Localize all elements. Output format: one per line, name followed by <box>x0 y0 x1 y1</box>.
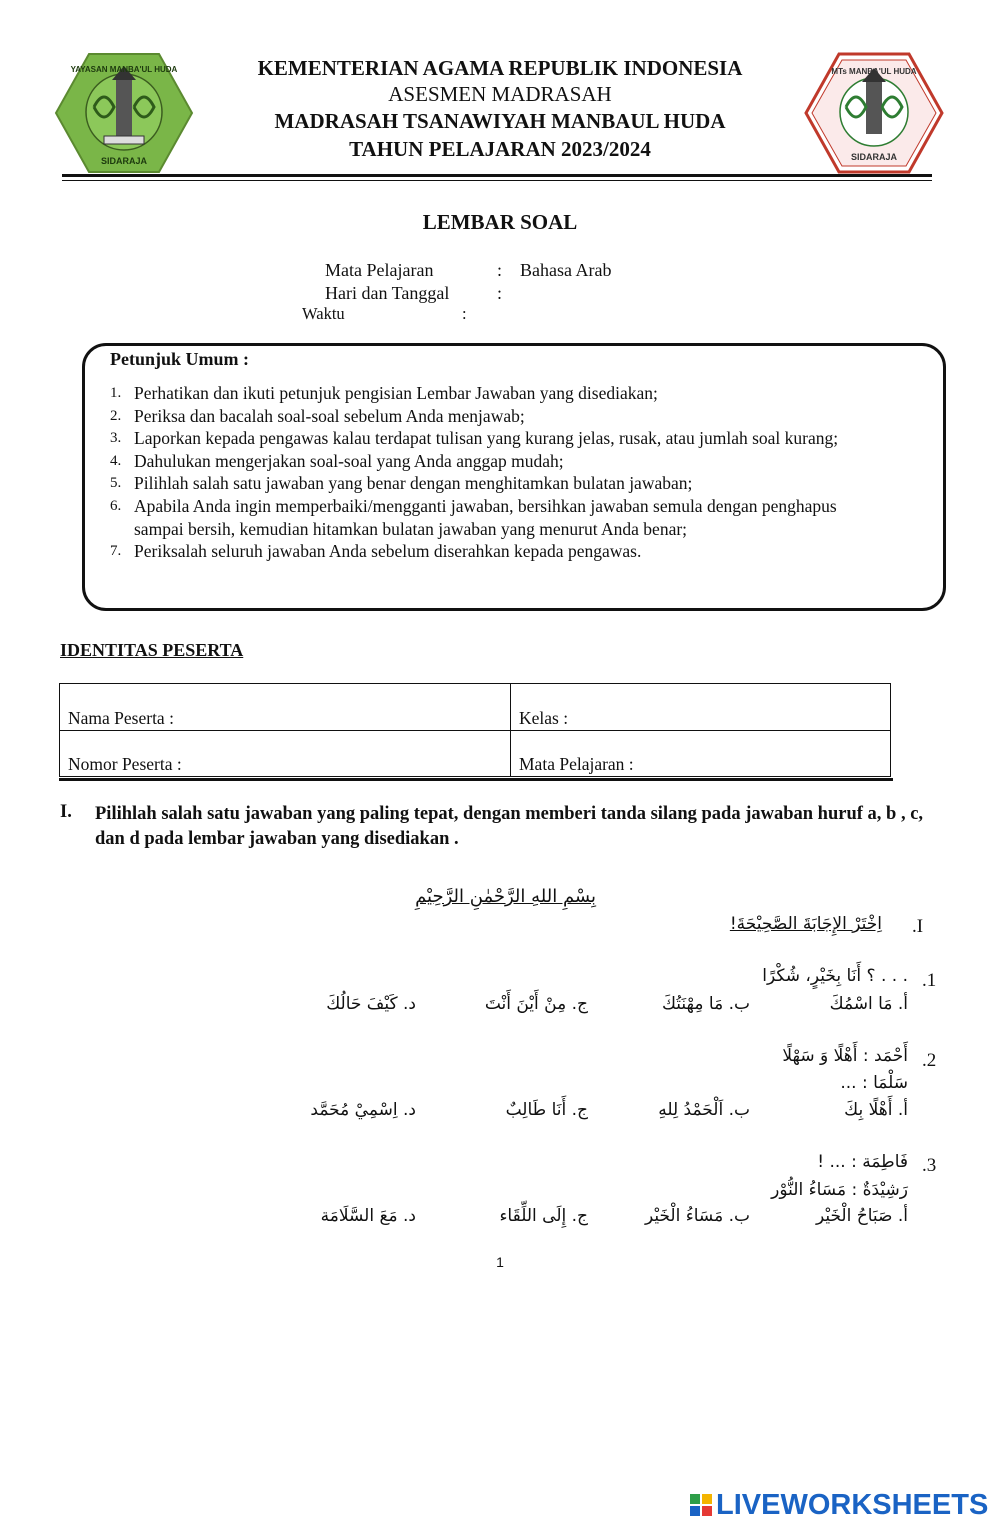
liveworksheets-icon <box>690 1494 712 1516</box>
page-number: 1 <box>496 1254 504 1270</box>
section-number: I. <box>60 802 72 822</box>
header-year: TAHUN PELAJARAN 2023/2024 <box>349 137 651 161</box>
question-1-number: .1 <box>922 970 937 991</box>
instruction-number: 7. <box>110 543 122 560</box>
identity-table <box>59 683 891 777</box>
q3-option-b[interactable]: ب. مَسَاءُ الْخَيْر <box>644 1206 750 1226</box>
header-assessment: ASESMEN MADRASAH <box>388 82 612 106</box>
identity-bottom-rule <box>59 778 893 781</box>
question-2-number: .2 <box>922 1050 937 1071</box>
liveworksheets-watermark[interactable] <box>690 1487 988 1523</box>
arabic-section-number: .I <box>912 916 924 937</box>
instruction-text: Dahulukan mengerjakan soal-soal yang Anda anggap mudah; <box>134 450 564 471</box>
instruction-text: Periksalah seluruh jawaban Anda sebelum diserahkan kepada pengawas. <box>134 541 642 562</box>
instruction-text: Pilihlah salah satu jawaban yang benar dengan menghitamkan bulatan jawaban; <box>134 473 693 494</box>
page-title: LEMBAR SOAL <box>422 210 578 234</box>
identity-heading: IDENTITAS PESERTA <box>60 640 244 660</box>
q1-option-c[interactable]: ج. مِنْ أَيْنَ أَنْتَ <box>484 994 588 1014</box>
q1-option-b[interactable]: ب. مَا مِهْنَتُكَ <box>661 994 750 1014</box>
q3-option-a[interactable]: أ. صَبَاحُ الْخَيْر <box>815 1206 908 1226</box>
date-label: Hari dan Tanggal <box>325 283 450 303</box>
q3-option-d[interactable]: د. مَعَ السَّلَامَة <box>320 1206 416 1226</box>
instructions-list <box>110 382 870 563</box>
subject-colon: : <box>497 260 503 280</box>
instruction-text: Apabila Anda ingin memperbaiki/mengganti jawaban, bersihkan jawaban semula dengan penghapus sampai bersih, kemudian hitamkan bulatan jawaban yang menurut Anda benar; <box>134 495 837 539</box>
q3-option-c[interactable]: ج. إِلَى اللِّقَاء <box>499 1206 588 1226</box>
logo-right-bottom-text: SIDARAJA <box>850 152 898 162</box>
q1-option-d[interactable]: د. كَيْفَ حَالُكَ <box>326 994 416 1014</box>
subject-label: Mata Pelajaran <box>325 260 434 280</box>
instruction-item <box>110 427 870 450</box>
instruction-number: 4. <box>110 452 122 469</box>
question-3-number: .3 <box>922 1155 937 1176</box>
q2-option-c[interactable]: ج. أَنَا طَالِبٌ <box>505 1100 588 1120</box>
instruction-item <box>110 540 870 563</box>
instruction-text: Periksa dan bacalah soal-soal sebelum Anda menjawab; <box>134 405 525 426</box>
question-3-line-2: رَشِيْدَةٌ : مَسَاءُ النُّوْر <box>771 1180 908 1200</box>
logo-left-top-text: YAYASAN MANBA'UL HUDA <box>70 65 178 74</box>
q2-option-b[interactable]: ب. اَلْحَمْدُ لِلهِ <box>658 1100 750 1120</box>
instruction-text: Laporkan kepada pengawas kalau terdapat tulisan yang kurang jelas, rusak, atau jumlah soal kurang; <box>134 428 839 449</box>
instruction-item <box>110 405 870 428</box>
q2-option-d[interactable]: د. اِسْمِيْ مُحَمَّد <box>310 1100 416 1120</box>
header-divider-thin <box>62 180 932 181</box>
subject-field[interactable]: Mata Pelajaran : <box>519 754 634 774</box>
question-2-line-2: سَلْمَا : ... <box>840 1073 908 1093</box>
logo-left-bottom-text: SIDARAJA <box>100 156 148 166</box>
header-ministry: KEMENTERIAN AGAMA REPUBLIK INDONESIA <box>257 56 743 80</box>
instruction-number: 1. <box>110 385 122 401</box>
time-colon: : <box>462 304 467 323</box>
section-instruction: Pilihlah salah satu jawaban yang paling tepat, dengan memberi tanda silang pada jawaban huruf a, b , c, dan d pada lembar jawaban yang disediakan . <box>95 804 924 849</box>
basmala: بِسْمِ اللهِ الرَّحْمٰنِ الرَّحِيْمِ <box>415 886 596 907</box>
instruction-number: 6. <box>110 497 122 514</box>
q2-option-a[interactable]: أ. أَهْلًا بِكَ <box>844 1100 908 1120</box>
instruction-number: 3. <box>110 430 122 447</box>
logo-right-top-text: MTs MANBA'UL HUDA <box>831 67 917 76</box>
instruction-text: Perhatikan dan ikuti petunjuk pengisian Lembar Jawaban yang disediakan; <box>134 383 658 403</box>
question-3-line-1: فَاطِمَة : ... ! <box>817 1152 908 1172</box>
number-field[interactable]: Nomor Peserta : <box>68 754 182 774</box>
time-label: Waktu <box>302 304 345 323</box>
instructions-title: Petunjuk Umum : <box>110 349 250 369</box>
question-2-line-1: أَحْمَد : أَهْلًا وَ سَهْلًا <box>782 1046 908 1066</box>
watermark-text: LIVEWORKSHEETS <box>716 1488 989 1521</box>
instruction-item <box>110 450 870 473</box>
q1-option-a[interactable]: أ. مَا اسْمُكَ <box>829 994 908 1014</box>
header-divider-thick <box>62 174 932 177</box>
name-field[interactable]: Nama Peserta : <box>68 708 174 728</box>
header-school: MADRASAH TSANAWIYAH MANBAUL HUDA <box>274 109 726 133</box>
date-colon: : <box>497 283 503 303</box>
instruction-number: 5. <box>110 475 122 492</box>
class-field[interactable]: Kelas : <box>519 708 569 728</box>
question-1-text: . . . ؟ أَنَا بِخَيْرٍ، شُكْرًا <box>762 966 908 986</box>
instruction-item <box>110 472 870 495</box>
arabic-section-title: اِخْتَرْ الإِجَابَةَ الصَّحِيْحَةَ! <box>729 914 882 934</box>
instruction-item <box>110 382 870 405</box>
subject-value: Bahasa Arab <box>520 260 612 280</box>
instruction-item <box>110 495 870 540</box>
instruction-number: 2. <box>110 407 122 424</box>
